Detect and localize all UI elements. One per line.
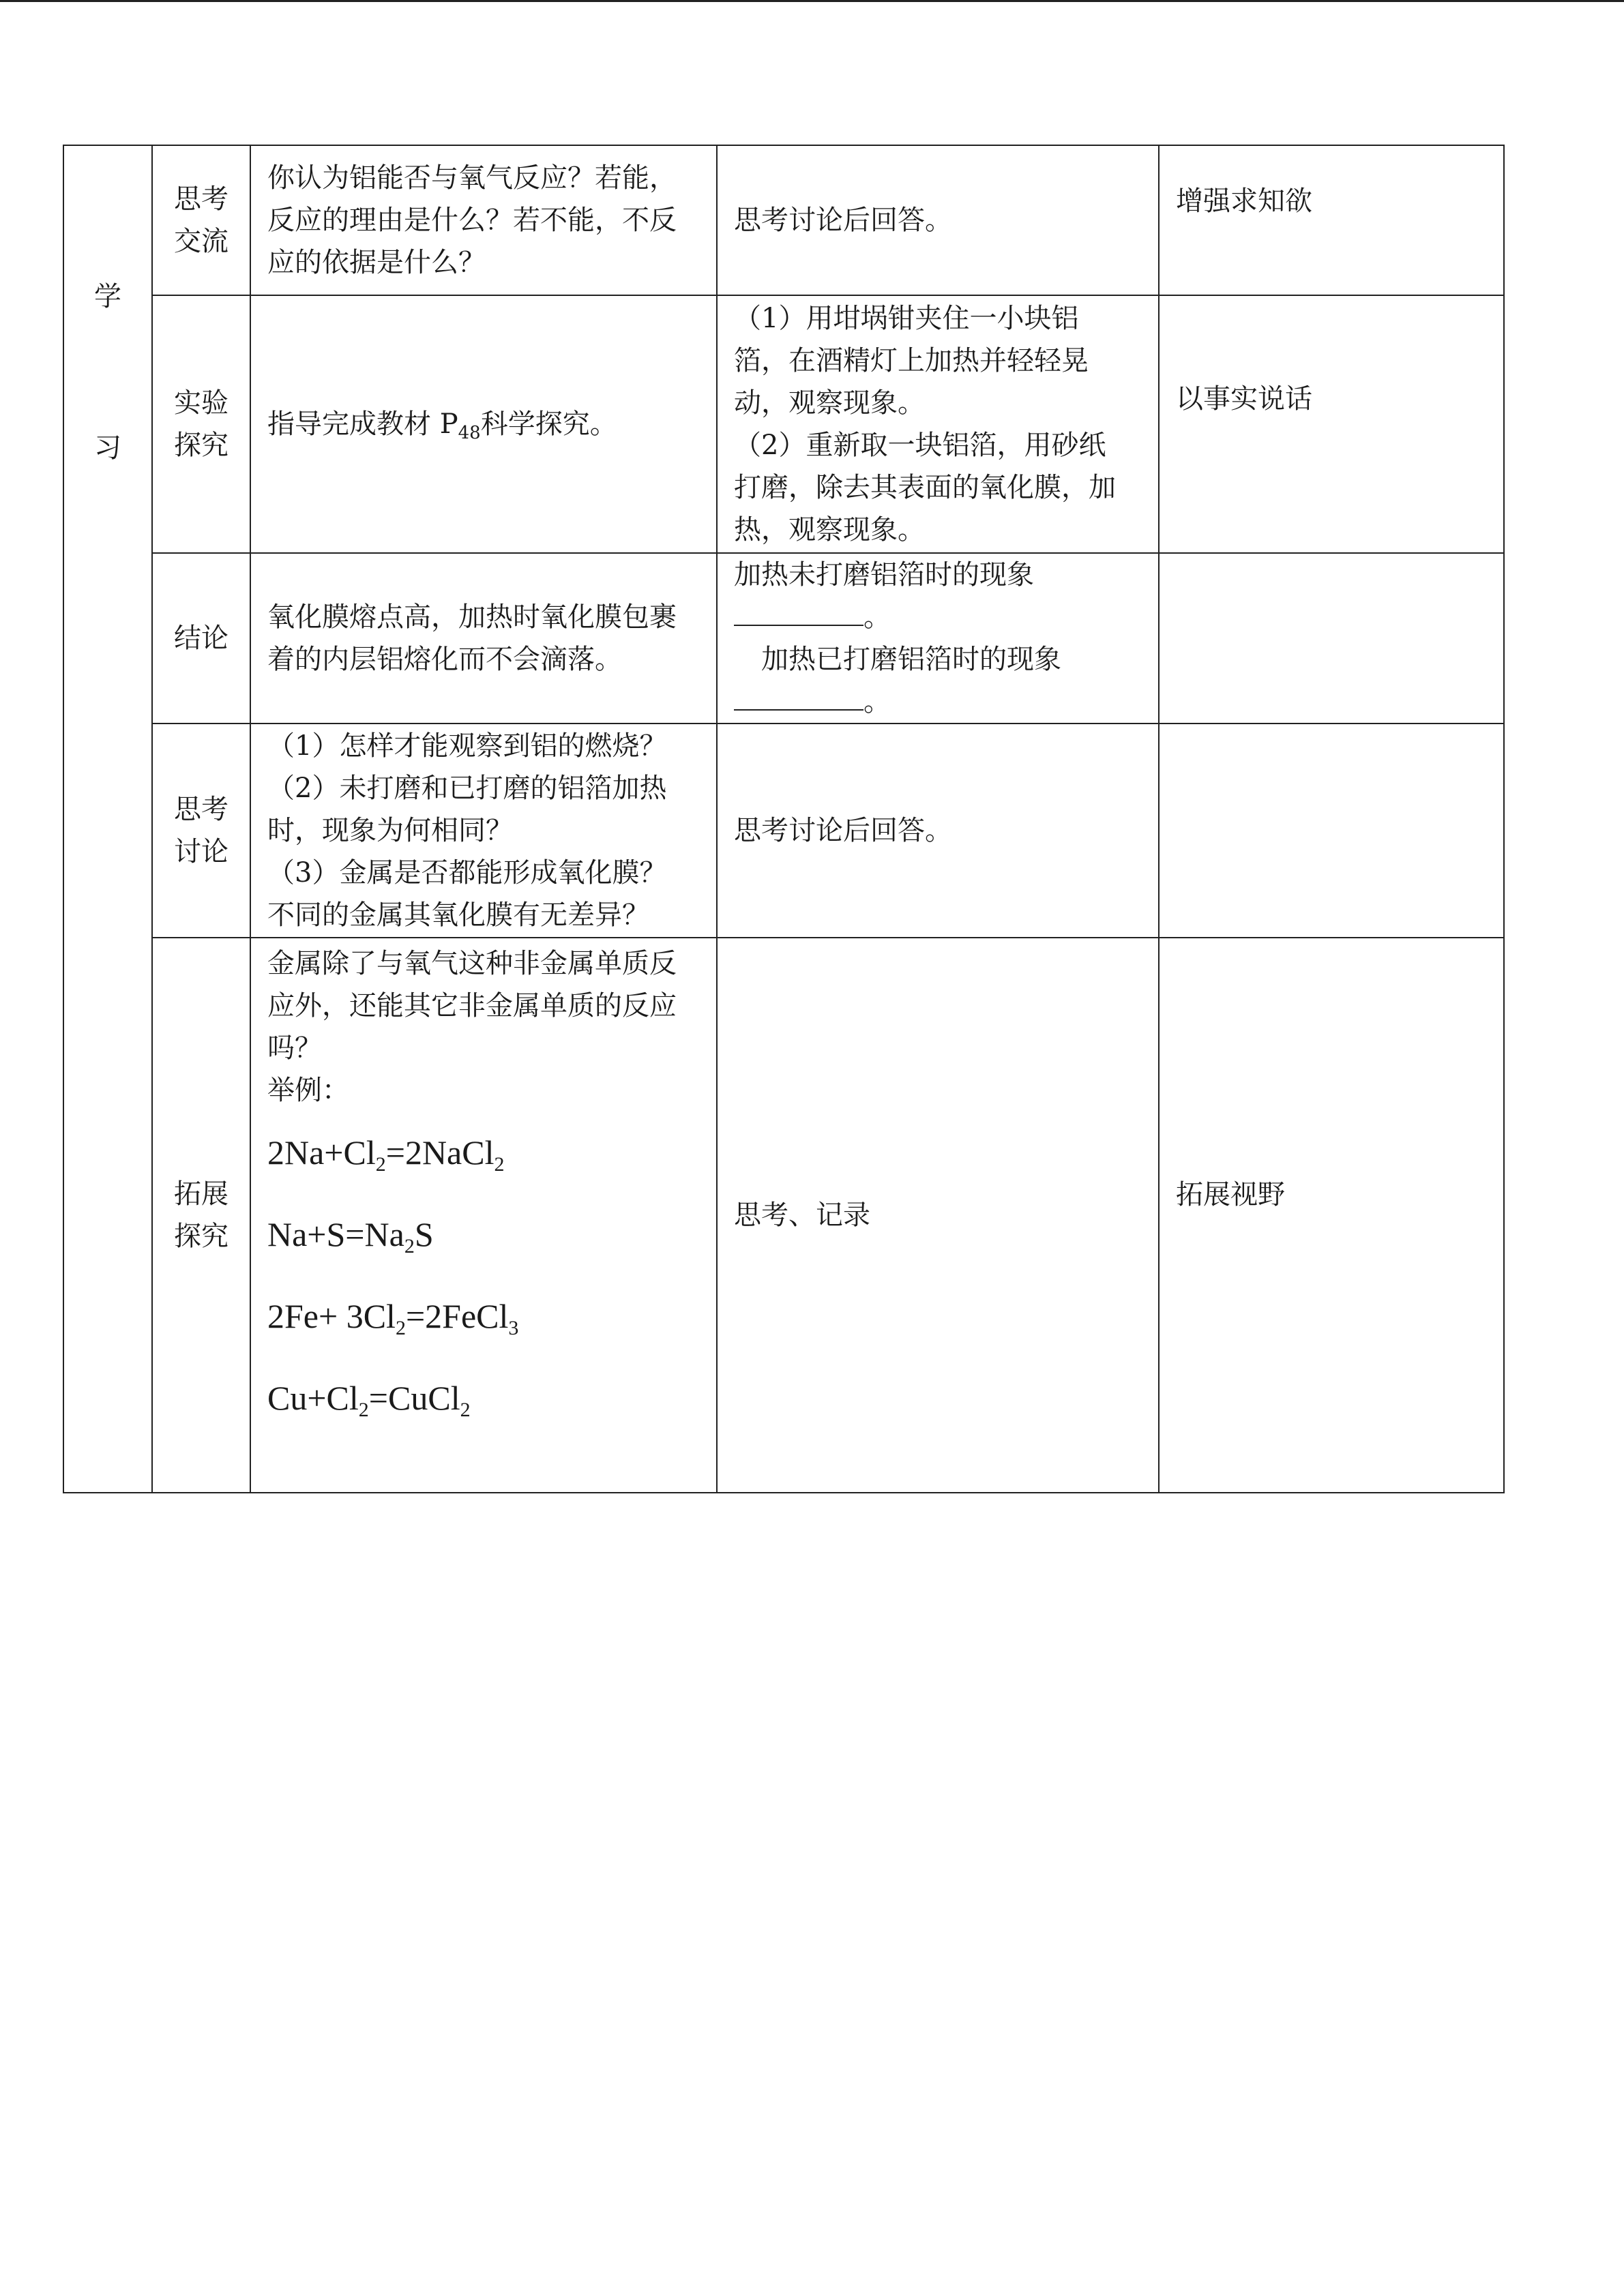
chemical-equation: $2Na+Cl_2=2NaCl_2$ <box>267 1133 505 1176</box>
lesson-plan-table <box>63 145 1505 1493</box>
chemical-equation: $2Fe+ 3Cl_2=2FeCl_3$ <box>267 1297 519 1339</box>
stage-char: 习 <box>94 432 121 464</box>
teacher-activity: 你认为铝能否与氧气反应？若能， 反应的理由是什么？若不能，不反 应的依据是什么？ <box>250 145 717 295</box>
table-row <box>63 553 1504 724</box>
row-label: 结论 <box>152 553 250 724</box>
teacher-activity: （1）怎样才能观察到铝的燃烧？ （2）未打磨和已打磨的铝箔加热 时，现象为何相同？ （3）金属是否都能形成氧化膜？ 不同的金属其氧化膜有无差异？ <box>250 724 717 938</box>
table-row <box>63 295 1504 553</box>
design-purpose: 增强求知欲 <box>1159 145 1504 295</box>
table-row <box>63 938 1504 1493</box>
teacher-activity: 指导完成教材 $P_{48}$科学探究。 <box>250 295 717 553</box>
stage-char: 学 <box>94 281 121 312</box>
design-purpose: 拓展视野 <box>1159 938 1504 1493</box>
student-activity: 思考讨论后回答。 <box>717 145 1159 295</box>
teacher-activity: 氧化膜熔点高，加热时氧化膜包裹 着的内层铝熔化而不会滴落。 <box>250 553 717 724</box>
student-activity: 思考、记录 <box>717 938 1159 1493</box>
student-activity: （1）用坩埚钳夹住一小块铝 箔，在酒精灯上加热并轻轻晃 动，观察现象。 （2）重新取一块铝箔，用砂纸 打磨，除去其表面的氧化膜，加 热，观察现象。 <box>717 295 1159 553</box>
design-purpose <box>1159 724 1504 938</box>
answer-blank[interactable] <box>734 689 863 711</box>
stage-cell <box>63 145 152 1493</box>
teacher-activity: 金属除了与氧气这种非金属单质反 应外，还能其它非金属单质的反应 吗？ 举例： $2Na+Cl_2=2NaCl_2$ $Na+S=Na_2S$ $2Fe+ 3Cl_2=2FeCl_3$ $Cu+Cl_2=CuCl_2$ <box>250 938 717 1493</box>
student-activity: 加热未打磨铝箔时的现象 。 加热已打磨铝箔时的现象 。 <box>717 553 1159 724</box>
chemical-equation: $Cu+Cl_2=CuCl_2$ <box>267 1379 471 1421</box>
row-label: 思考 交流 <box>152 145 250 295</box>
table-row <box>63 145 1504 295</box>
top-rule <box>0 0 1624 2</box>
answer-blank[interactable] <box>734 604 863 626</box>
row-label: 拓展 探究 <box>152 938 250 1493</box>
chemical-equation: $Na+S=Na_2S$ <box>267 1215 434 1257</box>
row-label: 思考 讨论 <box>152 724 250 938</box>
row-label: 实验 探究 <box>152 295 250 553</box>
table-row <box>63 724 1504 938</box>
design-purpose: 以事实说话 <box>1159 295 1504 553</box>
design-purpose <box>1159 553 1504 724</box>
student-activity: 思考讨论后回答。 <box>717 724 1159 938</box>
